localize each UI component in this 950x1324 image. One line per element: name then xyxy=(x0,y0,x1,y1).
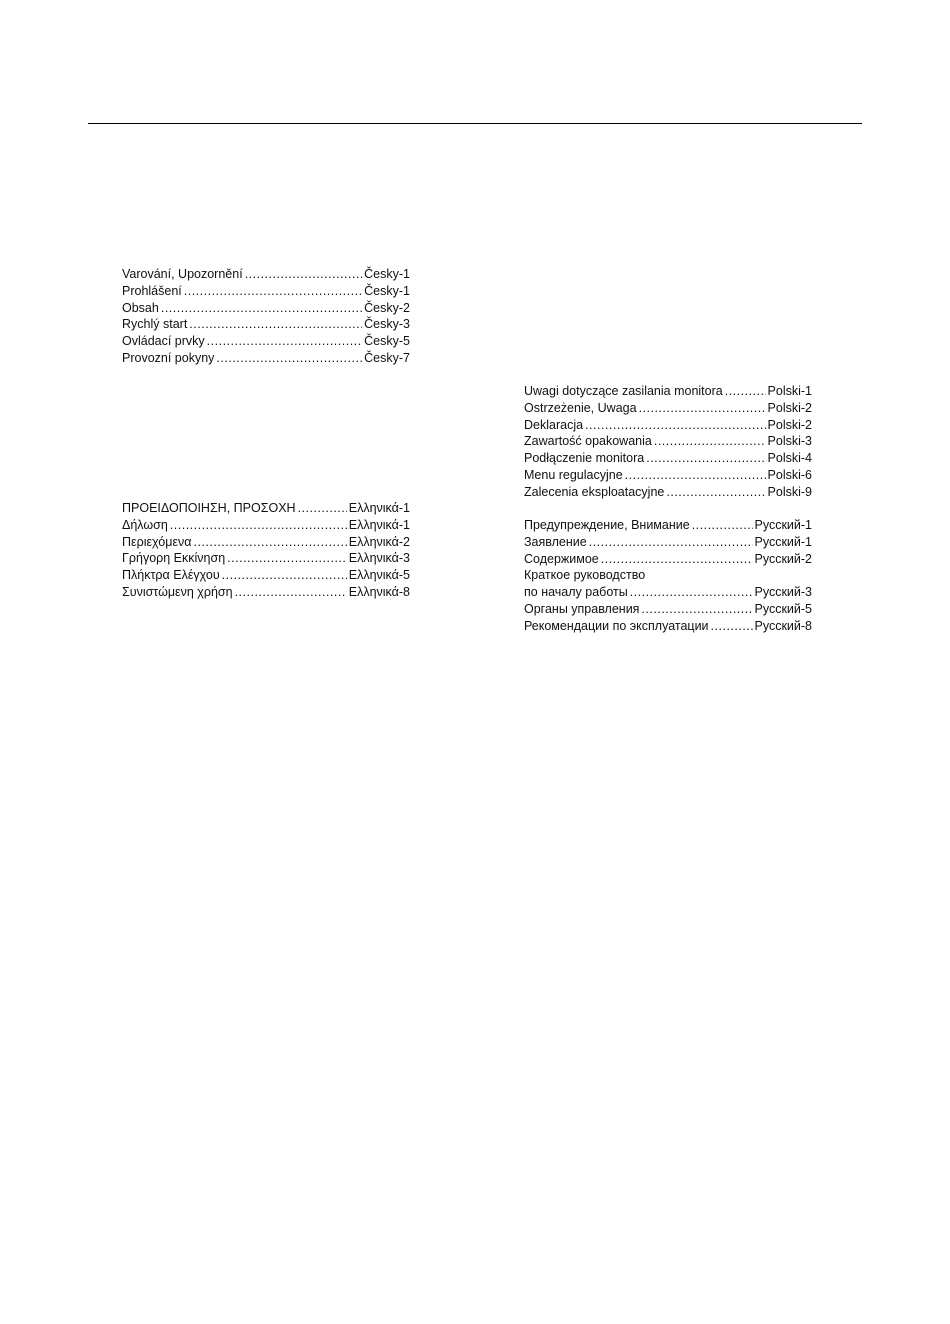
entry-title: Uwagi dotyczące zasilania monitora xyxy=(524,384,723,398)
dot-leader xyxy=(711,618,753,635)
dot-leader xyxy=(625,467,766,484)
dot-leader xyxy=(227,550,347,567)
entry-page: Česky-2 xyxy=(364,300,410,315)
entry-title: Zawartość opakowania xyxy=(524,434,652,449)
dot-leader xyxy=(194,534,347,551)
toc-entry[interactable] xyxy=(524,400,812,417)
entry-page: Polski-9 xyxy=(767,484,812,499)
toc-cesky xyxy=(122,266,410,367)
toc-entry[interactable] xyxy=(524,517,812,534)
dot-leader xyxy=(646,450,765,467)
entry-page: Ελληνικά-5 xyxy=(348,568,410,583)
header-rule xyxy=(88,123,862,124)
entry-title: Δήλωση xyxy=(122,517,168,532)
toc-entry[interactable] xyxy=(122,266,410,283)
entry-title-continuation: по началу работы xyxy=(524,585,628,600)
toc-entry[interactable] xyxy=(122,333,410,350)
entry-page: Ελληνικά-1 xyxy=(348,517,410,532)
dot-leader xyxy=(630,584,753,601)
entry-title: Varování, Upozornění xyxy=(122,267,243,281)
entry-page: Polski-1 xyxy=(767,384,812,398)
toc-entry[interactable] xyxy=(122,534,410,551)
toc-entry[interactable] xyxy=(122,283,410,300)
toc-entry[interactable] xyxy=(122,500,410,517)
entry-page: Русский-1 xyxy=(754,518,812,532)
dot-leader xyxy=(222,567,347,584)
dot-leader xyxy=(170,517,347,534)
entry-title: Συνιστώμενη χρήση xyxy=(122,584,233,599)
dot-leader xyxy=(585,417,765,434)
entry-title: ΠΡΟΕΙΔΟΠΟΙΗΣΗ, ΠΡΟΣΟΧΗ xyxy=(122,501,296,515)
dot-leader xyxy=(666,484,765,501)
entry-title: Γρήγορη Εκκίνηση xyxy=(122,551,226,566)
entry-page: Polski-4 xyxy=(767,451,812,466)
entry-title: Органы управления xyxy=(524,601,640,616)
entry-page: Polski-6 xyxy=(767,467,812,482)
toc-entry[interactable] xyxy=(122,300,410,317)
toc-entry[interactable] xyxy=(122,584,410,601)
dot-leader xyxy=(189,316,362,333)
entry-page: Русский-3 xyxy=(754,585,812,600)
entry-title: Краткое руководство xyxy=(524,568,646,583)
toc-entry[interactable] xyxy=(524,484,812,501)
entry-title: Obsah xyxy=(122,300,159,315)
entry-page: Ελληνικά-1 xyxy=(348,501,410,515)
entry-title: Rychlý start xyxy=(122,317,188,332)
entry-title: Рекомендации по эксплуатации xyxy=(524,618,709,633)
toc-entry[interactable] xyxy=(122,517,410,534)
dot-leader xyxy=(725,383,766,400)
dot-leader xyxy=(639,400,766,417)
entry-title: Περιεχόμενα xyxy=(122,534,192,549)
entry-page: Česky-1 xyxy=(364,267,410,281)
entry-title: Заявление xyxy=(524,534,587,549)
entry-title: Zalecenia eksploatacyjne xyxy=(524,484,665,499)
dot-leader xyxy=(207,333,362,350)
entry-title: Содержимое xyxy=(524,551,599,566)
entry-title: Πλήκτρα Ελέγχου xyxy=(122,568,220,583)
toc-polski xyxy=(524,383,812,501)
dot-leader xyxy=(245,266,362,283)
entry-title: Podłączenie monitora xyxy=(524,451,645,466)
dot-leader xyxy=(235,584,347,601)
entry-page: Ελληνικά-3 xyxy=(348,551,410,566)
entry-page: Česky-5 xyxy=(364,334,410,349)
dot-leader xyxy=(161,300,362,317)
dot-leader xyxy=(692,517,753,534)
toc-entry[interactable] xyxy=(122,316,410,333)
toc-entry[interactable] xyxy=(524,433,812,450)
entry-title: Ostrzeżenie, Uwaga xyxy=(524,400,637,415)
dot-leader xyxy=(641,601,752,618)
toc-entry[interactable] xyxy=(524,467,812,484)
entry-page: Русский-2 xyxy=(754,551,812,566)
entry-title: Ovládací prvky xyxy=(122,334,205,349)
toc-russian xyxy=(524,517,812,635)
toc-entry[interactable] xyxy=(524,551,812,568)
entry-page: Русский-1 xyxy=(754,534,812,549)
dot-leader xyxy=(216,350,362,367)
entry-title: Prohlášení xyxy=(122,283,182,298)
toc-entry[interactable] xyxy=(524,417,812,434)
entry-page: Polski-2 xyxy=(767,417,812,432)
toc-entry[interactable] xyxy=(122,350,410,367)
entry-page: Polski-3 xyxy=(767,434,812,449)
toc-entry[interactable] xyxy=(524,601,812,618)
dot-leader xyxy=(298,500,347,517)
entry-title: Provozní pokyny xyxy=(122,350,215,365)
toc-entry[interactable] xyxy=(122,550,410,567)
toc-entry[interactable] xyxy=(524,450,812,467)
dot-leader xyxy=(589,534,753,551)
entry-page: Русский-8 xyxy=(754,618,812,633)
entry-page: Ελληνικά-2 xyxy=(348,534,410,549)
toc-entry[interactable] xyxy=(122,567,410,584)
entry-title: Deklaracja xyxy=(524,417,584,432)
toc-entry[interactable] xyxy=(524,618,812,635)
entry-page: Polski-2 xyxy=(767,400,812,415)
toc-entry[interactable] xyxy=(524,383,812,400)
toc-greek xyxy=(122,500,410,601)
entry-title: Предупреждение, Внимание xyxy=(524,518,690,532)
dot-leader xyxy=(654,433,766,450)
entry-page: Ελληνικά-8 xyxy=(348,584,410,599)
toc-entry-multiline[interactable] xyxy=(524,567,812,601)
entry-page: Česky-7 xyxy=(364,350,410,365)
dot-leader xyxy=(601,551,753,568)
entry-page: Česky-3 xyxy=(364,317,410,332)
entry-page: Česky-1 xyxy=(364,283,410,298)
toc-entry[interactable] xyxy=(524,534,812,551)
dot-leader xyxy=(184,283,362,300)
entry-title: Menu regulacyjne xyxy=(524,467,623,482)
entry-page: Русский-5 xyxy=(754,601,812,616)
